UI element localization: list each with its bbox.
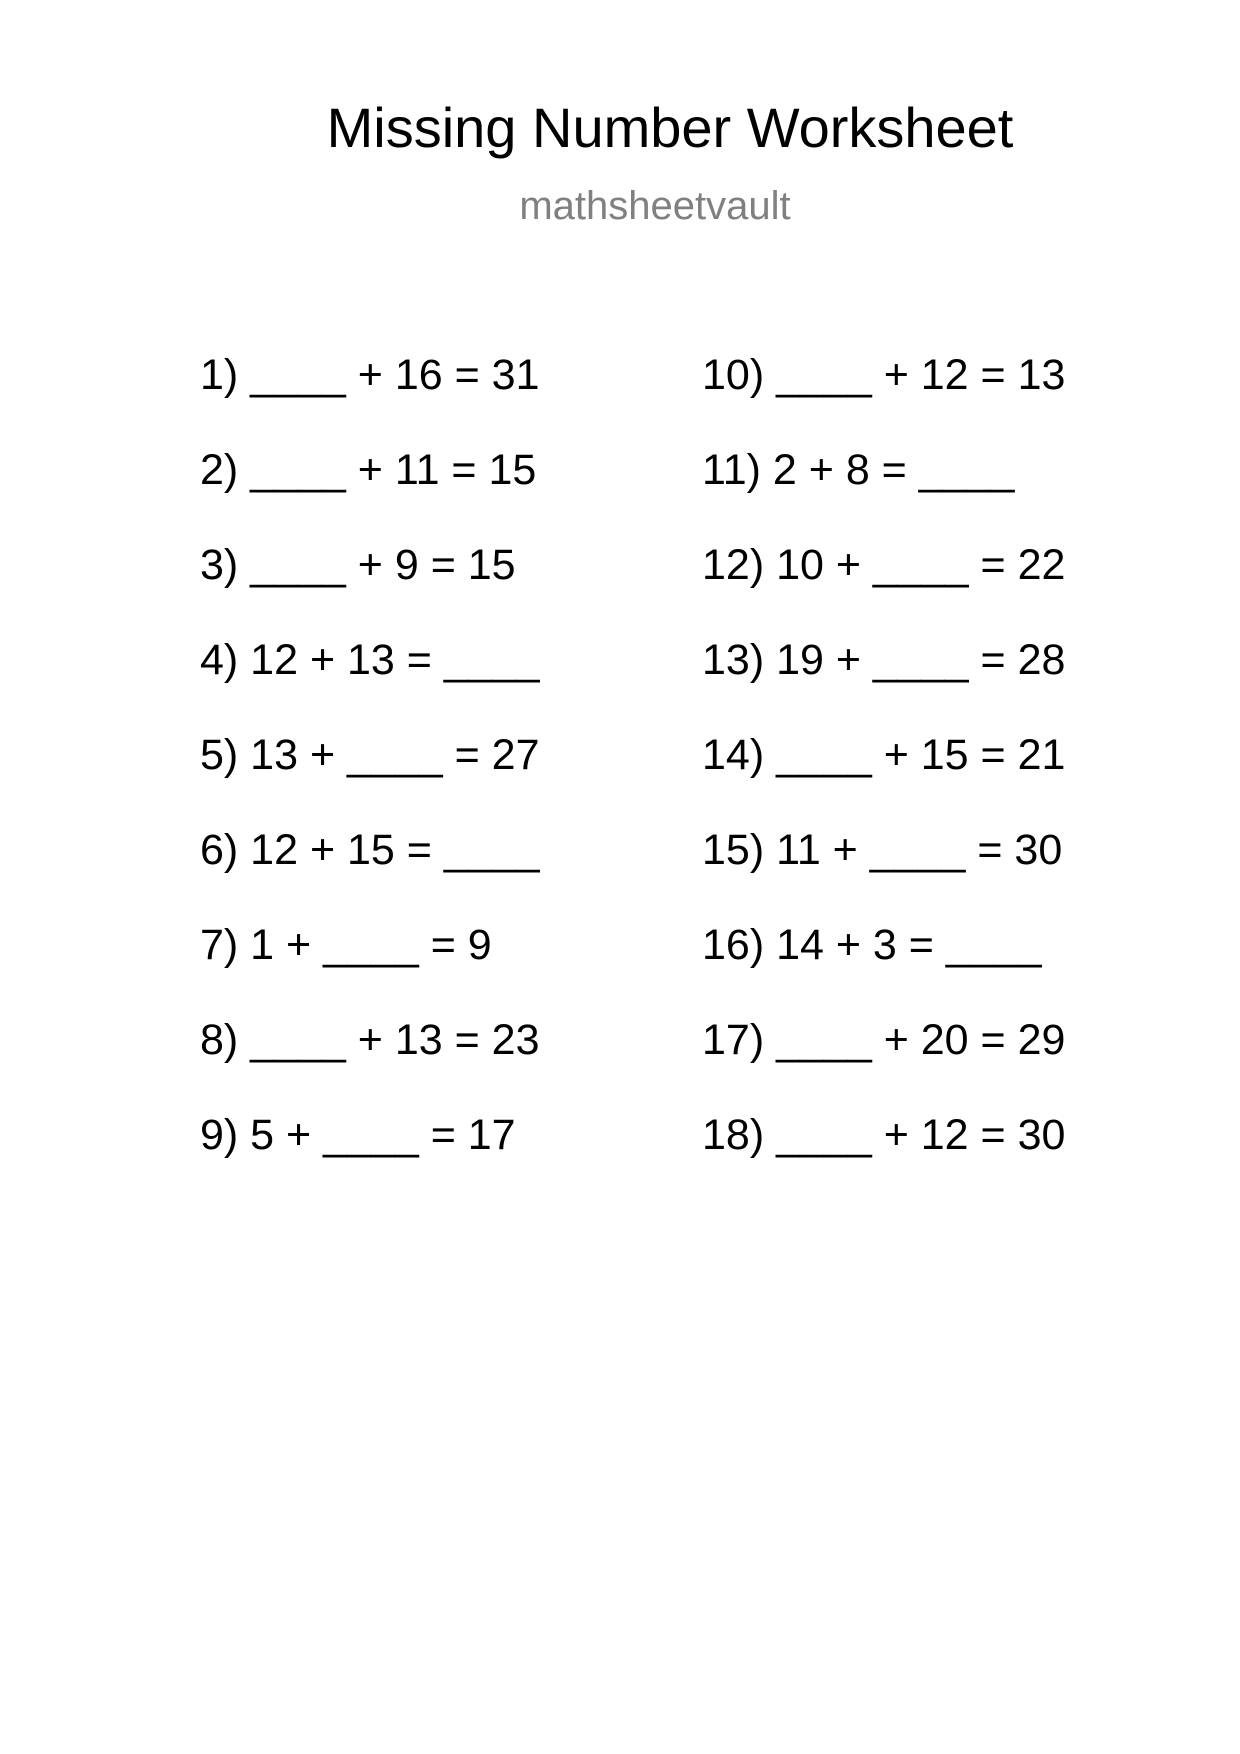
problem-1: 1) ____ + 16 = 31 (200, 351, 540, 399)
problem-4: 4) 12 + 13 = ____ (200, 636, 540, 684)
problem-9: 9) 5 + ____ = 17 (200, 1111, 516, 1159)
problem-11: 11) 2 + 8 = ____ (702, 446, 1015, 494)
problem-13: 13) 19 + ____ = 28 (702, 636, 1066, 684)
problems-column-right (702, 348, 1065, 1203)
problem-10: 10) ____ + 12 = 13 (702, 351, 1066, 399)
page-title: Missing Number Worksheet (326, 96, 1014, 159)
problems-column-left (200, 348, 540, 1203)
problem-2: 2) ____ + 11 = 15 (200, 446, 537, 494)
problem-14: 14) ____ + 15 = 21 (702, 731, 1066, 779)
problem-7: 7) 1 + ____ = 9 (200, 921, 492, 969)
problem-18: 18) ____ + 12 = 30 (702, 1111, 1066, 1159)
site-name: mathsheetvault (519, 184, 791, 228)
problem-6: 6) 12 + 15 = ____ (200, 826, 540, 874)
problem-3: 3) ____ + 9 = 15 (200, 541, 516, 589)
problem-5: 5) 13 + ____ = 27 (200, 731, 540, 779)
problem-8: 8) ____ + 13 = 23 (200, 1016, 540, 1064)
problem-12: 12) 10 + ____ = 22 (702, 541, 1066, 589)
problem-15: 15) 11 + ____ = 30 (702, 826, 1063, 874)
problem-17: 17) ____ + 20 = 29 (702, 1016, 1066, 1064)
problem-16: 16) 14 + 3 = ____ (702, 921, 1042, 969)
